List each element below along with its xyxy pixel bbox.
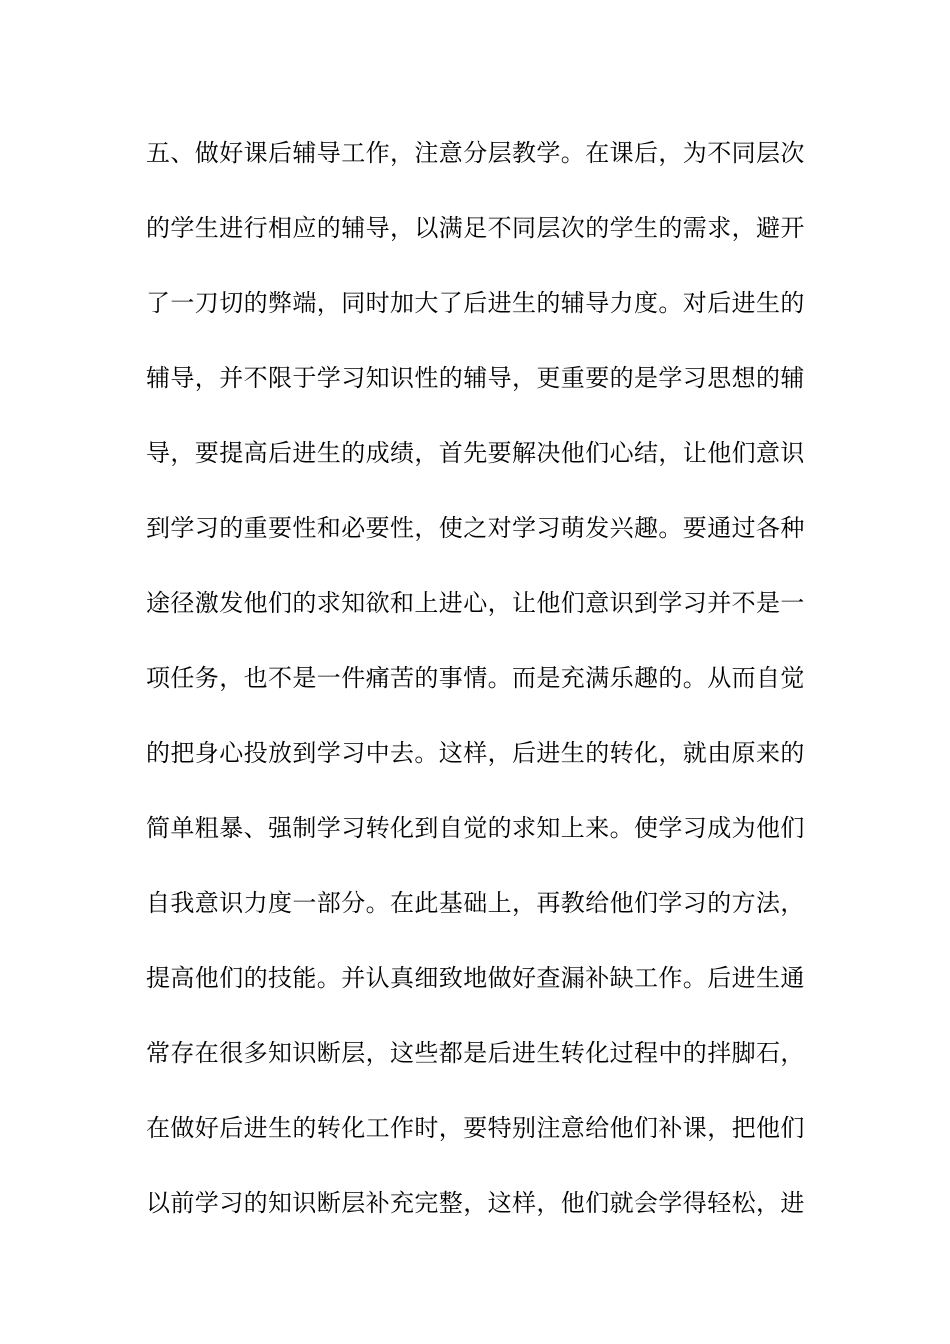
paragraph-line-11: 自我意识力度一部分。在此基础上，再教给他们学习的方法，	[146, 889, 805, 917]
paragraph-line-15: 以前学习的知识断层补充完整，这样，他们就会学得轻松，进	[146, 1189, 805, 1217]
paragraph-line-7: 途径激发他们的求知欲和上进心，让他们意识到学习并不是一	[146, 589, 805, 617]
paragraph-line-13: 常存在很多知识断层，这些都是后进生转化过程中的拌脚石，	[146, 1039, 805, 1067]
paragraph-line-8: 项任务，也不是一件痛苦的事情。而是充满乐趣的。从而自觉	[146, 664, 805, 692]
paragraph-line-12: 提高他们的技能。并认真细致地做好查漏补缺工作。后进生通	[146, 964, 805, 992]
paragraph-line-3: 了一刀切的弊端，同时加大了后进生的辅导力度。对后进生的	[146, 289, 805, 317]
paragraph-line-1: 五、做好课后辅导工作，注意分层教学。在课后，为不同层次	[146, 139, 805, 167]
paragraph-line-6: 到学习的重要性和必要性，使之对学习萌发兴趣。要通过各种	[146, 514, 805, 542]
body-paragraph	[146, 126, 816, 1251]
paragraph-line-5: 导，要提高后进生的成绩，首先要解决他们心结，让他们意识	[146, 439, 805, 467]
paragraph-line-10: 简单粗暴、强制学习转化到自觉的求知上来。使学习成为他们	[146, 814, 805, 842]
paragraph-line-4: 辅导，并不限于学习知识性的辅导，更重要的是学习思想的辅	[146, 364, 805, 392]
paragraph-line-2: 的学生进行相应的辅导，以满足不同层次的学生的需求，避开	[146, 214, 805, 242]
paragraph-line-14: 在做好后进生的转化工作时，要特别注意给他们补课，把他们	[146, 1114, 805, 1142]
paragraph-line-9: 的把身心投放到学习中去。这样，后进生的转化，就由原来的	[146, 739, 805, 767]
